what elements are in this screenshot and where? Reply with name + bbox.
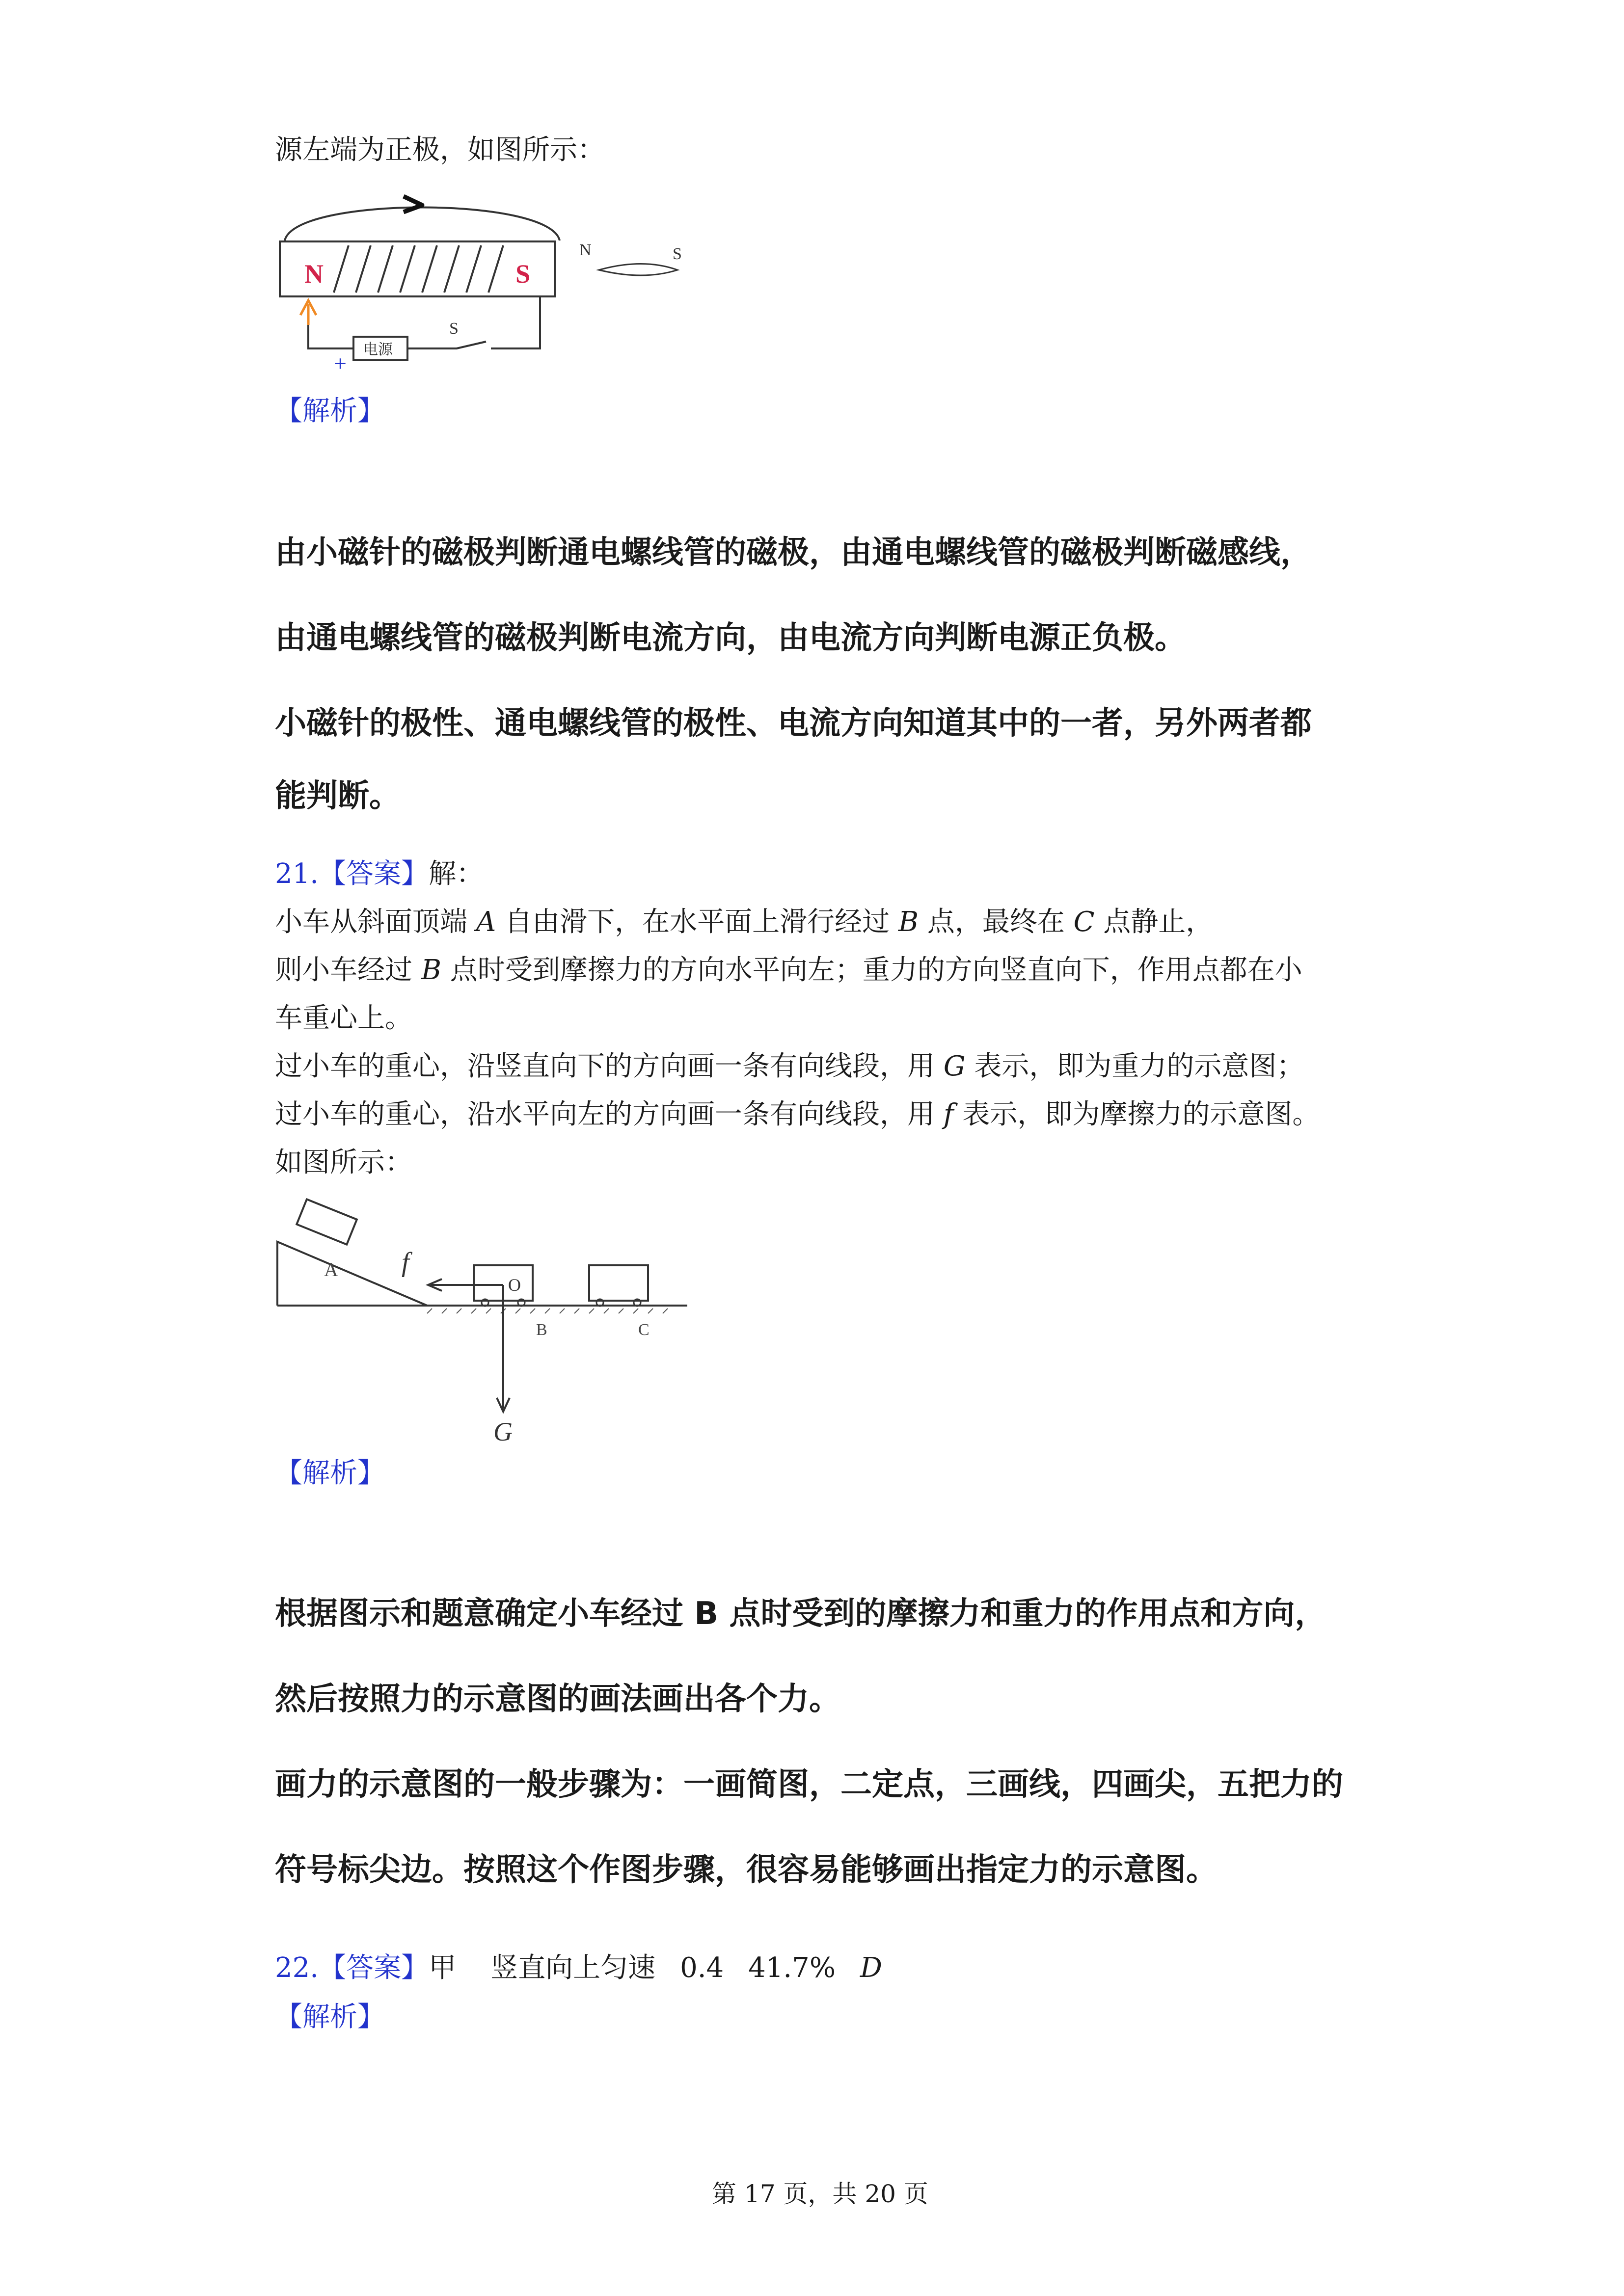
center-o-label: O: [508, 1275, 521, 1295]
q22-answer-5: D: [860, 1952, 882, 1984]
q21-line-1: 小车从斜面顶端 A 自由滑下，在水平面上滑行经过 B 点，最终在 C 点静止，: [275, 906, 1214, 938]
power-source-label: 电源: [363, 342, 393, 358]
page-footer: 第 17 页，共 20 页: [712, 2180, 928, 2208]
page-number: 17: [744, 2180, 776, 2208]
analysis2-line-4: 符号标尖边。按照这个作图步骤，很容易能够画出指定力的示意图。: [275, 1852, 1218, 1888]
q21-number: 21.: [275, 858, 319, 890]
analysis2-line-2: 然后按照力的示意图的画法画出各个力。: [275, 1681, 840, 1717]
page-total: 20: [865, 2180, 896, 2208]
friction-label: f: [402, 1247, 409, 1278]
solenoid-figure: [275, 187, 697, 373]
incline-figure: [275, 1193, 692, 1448]
q21-answer-text: 解：: [429, 858, 484, 890]
analysis1-line-4: 能判断。: [275, 778, 401, 814]
analysis1-line-2: 由通电螺线管的磁极判断电流方向，由电流方向判断电源正负极。: [275, 620, 1186, 656]
analysis1-line-1: 由小磁针的磁极判断通电螺线管的磁极，由通电螺线管的磁极判断磁感线，: [275, 534, 1312, 571]
label-b: B: [536, 1321, 547, 1339]
needle-s-label: S: [673, 245, 682, 263]
q22-answer-3: 0.4: [680, 1952, 724, 1984]
analysis2-line-3: 画力的示意图的一般步骤为：一画简图，二定点，三画线，四画尖，五把力的: [275, 1766, 1343, 1803]
intro-line: 源左端为正极，如图所示：: [275, 134, 605, 166]
q21-answer-line: [275, 851, 484, 898]
analysis2-line-1: 根据图示和题意确定小车经过 B 点时受到的摩擦力和重力的作用点和方向，: [275, 1596, 1326, 1632]
jiexi-label-1: 【解析】: [275, 395, 385, 427]
q22-answer-line: [275, 1945, 882, 1992]
analysis1-line-3: 小磁针的极性、通电螺线管的极性、电流方向知道其中的一者，另外两者都: [275, 705, 1312, 742]
q21-answer-tag: 【答案】: [319, 858, 429, 890]
q21-line-6: 如图所示：: [275, 1147, 412, 1178]
positive-terminal-label: +: [334, 351, 347, 373]
needle-n-label: N: [579, 241, 592, 259]
q22-number: 22.: [275, 1952, 319, 1984]
label-c: C: [638, 1321, 650, 1339]
jiexi-label-2: 【解析】: [275, 1457, 385, 1489]
solenoid-n-label: N: [304, 259, 324, 289]
gravity-label: G: [493, 1417, 513, 1446]
q21-line-5: 过小车的重心，沿水平向左的方向画一条有向线段，用 f 表示，即为摩擦力的示意图。: [275, 1098, 1320, 1130]
solenoid-s-label: S: [515, 259, 531, 289]
q21-line-4: 过小车的重心，沿竖直向下的方向画一条有向线段，用 G 表示，即为重力的示意图；: [275, 1050, 1304, 1082]
switch-label: S: [449, 320, 459, 338]
jiexi-label-3: 【解析】: [275, 2001, 385, 2033]
q21-line-3: 车重心上。: [275, 1002, 412, 1034]
label-a: A: [324, 1258, 338, 1281]
q22-answer-1: 甲: [429, 1952, 457, 1984]
q22-answer-4: 41.7%: [748, 1952, 836, 1984]
q22-answer-2: 竖直向上匀速: [490, 1952, 656, 1984]
q22-answer-tag: 【答案】: [319, 1952, 429, 1984]
q21-line-2: 则小车经过 B 点时受到摩擦力的方向水平向左；重力的方向竖直向下，作用点都在小: [275, 954, 1302, 986]
